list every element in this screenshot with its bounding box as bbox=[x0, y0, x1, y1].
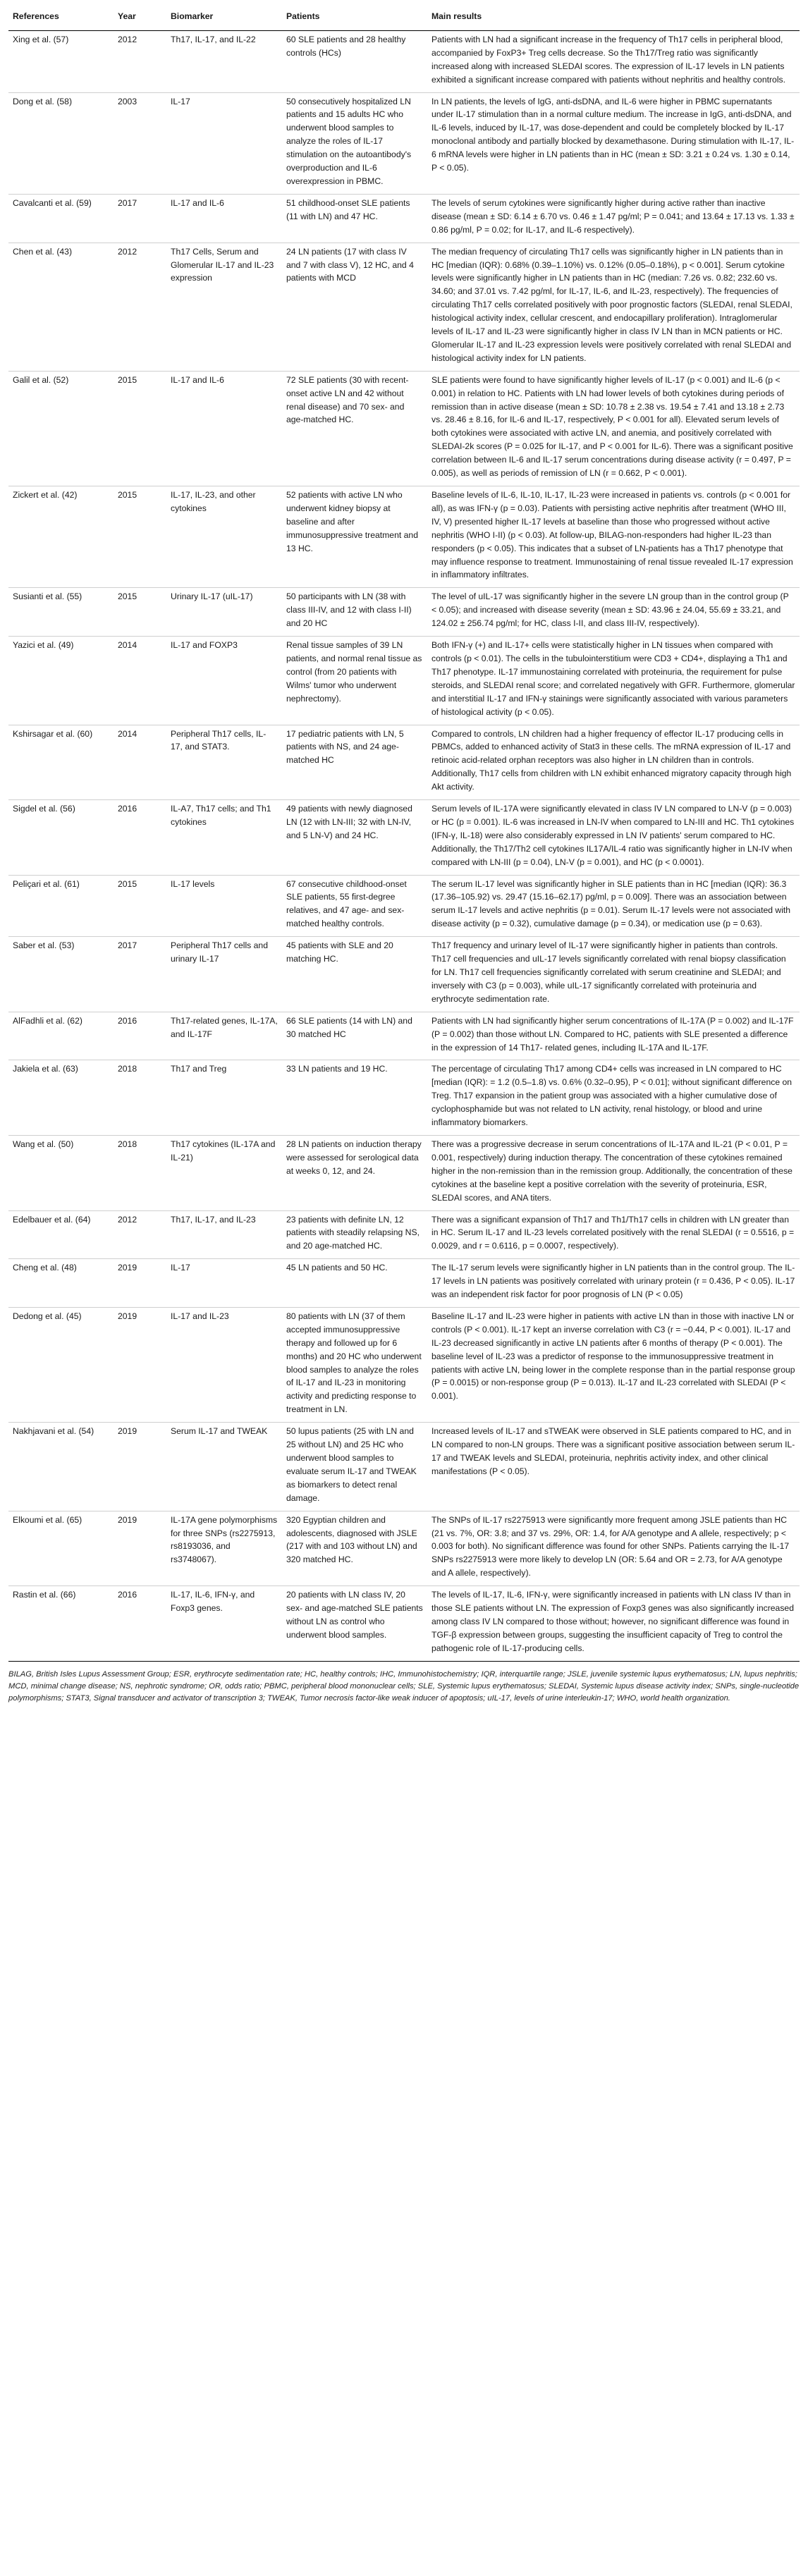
cell-year: 2003 bbox=[114, 92, 166, 194]
cell-biomarker: Urinary IL-17 (uIL-17) bbox=[166, 588, 282, 637]
results-table bbox=[8, 4, 800, 1662]
cell-reference bbox=[8, 1307, 114, 1422]
reference-citation-link[interactable]: (45) bbox=[66, 1311, 82, 1321]
cell-biomarker: IL-17 and IL-6 bbox=[166, 194, 282, 243]
cell-year: 2015 bbox=[114, 588, 166, 637]
cell-year: 2019 bbox=[114, 1511, 166, 1586]
cell-year: 2016 bbox=[114, 1012, 166, 1060]
cell-reference bbox=[8, 486, 114, 588]
cell-patients: 24 LN patients (17 with class IV and 7 with class V), 12 HC, and 4 patients with MCD bbox=[282, 243, 427, 371]
reference-author: Kshirsagar et al. bbox=[13, 728, 75, 739]
reference-citation-link[interactable]: (65) bbox=[66, 1514, 82, 1525]
cell-main-results: In LN patients, the levels of IgG, anti-dsDNA, and IL-6 were higher in PBMC supernatants under IL-17 stimulation than in a normal culture medium. The increase in IgG, anti-dsDNA, and IL-6 levels, induced by IL-17, was dose-dependent and could be completely blocked by IL-17 monoclonal antibody and partially blocked by dexamethasone. During stimulation with IL-17, IL-6 mRNA levels were higher in LN patients than in HC (mean ± SD: 3.21 ± 0.24 vs. 1.30 ± 0.14, P < 0.05). bbox=[427, 92, 800, 194]
header-references: References bbox=[8, 4, 114, 30]
cell-biomarker: IL-A7, Th17 cells; and Th1 cytokines bbox=[166, 800, 282, 876]
cell-reference bbox=[8, 1135, 114, 1210]
table-row bbox=[8, 1012, 800, 1060]
cell-reference bbox=[8, 1210, 114, 1259]
reference-author: Dedong et al. bbox=[13, 1311, 64, 1321]
cell-main-results: The level of uIL-17 was significantly higher in the severe LN group than in the control group (P < 0.05); and increased with disease severity (mean ± SD: 43.96 ± 24.04, 55.69 ± 33.21, and 124.02 ± 256.74 pg/ml; for HC, class I-II, and class III-IV, respectively). bbox=[427, 588, 800, 637]
cell-biomarker: IL-17, IL-6, IFN-γ, and Foxp3 genes. bbox=[166, 1586, 282, 1662]
reference-citation-link[interactable]: (48) bbox=[61, 1263, 77, 1273]
reference-author: Dong et al. bbox=[13, 96, 54, 106]
reference-citation-link[interactable]: (50) bbox=[58, 1139, 74, 1149]
cell-reference bbox=[8, 371, 114, 486]
reference-author: Wang et al. bbox=[13, 1139, 56, 1149]
cell-main-results: The IL-17 serum levels were significantly higher in LN patients than in the control group. The IL-17 levels in LN patients was positively correlated with urinary protein (r = 0.436, P < 0.05). IL-17 was an independent risk factor for poor prognosis of LN (P < 0.05) bbox=[427, 1259, 800, 1308]
cell-reference bbox=[8, 637, 114, 725]
cell-reference bbox=[8, 800, 114, 876]
cell-main-results: The levels of IL-17, IL-6, IFN-γ, were significantly increased in patients with LN class IV than in those SLE patients without LN. The expression of Foxp3 genes was also significantly increased among class IV LN compared to those without; however, no significant difference was found in TGF-β expression between groups, suggesting the insufficient capacity of Treg to control the pathogenic role of IL-17-producing cells. bbox=[427, 1586, 800, 1662]
cell-main-results: SLE patients were found to have significantly higher levels of IL-17 (p < 0.001) and IL-6 (p < 0.001) in relation to HC. Patients with LN had lower levels of both cytokines during periods of remission than in active disease (mean ± SD: 10.78 ± 2.38 vs. 19.54 ± 7.41 and 13.18 ± 2.73 vs. 28.46 ± 8.16, for IL-6 and IL-17, respectively, P < 0.001 for all). Elevated serum levels of both cytokines were associated with active LN, and anemia, and positively correlated with SLEDAI-2k scores (P = 0.025 for IL-17, and P < 0.001 for IL-6). There was a significant positive correlation between IL-6 and IL-17 serum concentrations during disease activity (r = 0.497, P = 0.005), as well as periods of remission of LN (r = 0.662, P < 0.001). bbox=[427, 371, 800, 486]
cell-patients: 320 Egyptian children and adolescents, diagnosed with JSLE (217 with and 103 without LN) and 320 matched HC. bbox=[282, 1511, 427, 1586]
cell-main-results: Serum levels of IL-17A were significantly elevated in class IV LN compared to LN-V (p = 0.003) or HC (p = 0.001). IL-6 was increased in LN-IV when compared to LN-III and HC. Th1 cytokines (IFN-γ, IL-18) were also considerably expressed in LN IV patients' serum compared to HC. Additionally, the Th17/Th2 cell cytokines IL17A/IL-4 ratio was significantly higher in LN-IV when compared with LN-III (p = 0.04), LN-V (p = 0.001), and HC (p < 0.0001). bbox=[427, 800, 800, 876]
cell-biomarker: Th17 and Treg bbox=[166, 1060, 282, 1136]
reference-citation-link[interactable]: (63) bbox=[63, 1064, 78, 1074]
table-row bbox=[8, 30, 800, 92]
cell-main-results: Th17 frequency and urinary level of IL-17 were significantly higher in patients than controls. Th17 cell frequencies and uIL-17 levels significantly correlated with renal biopsy classification for LN. Th17 cell frequencies significantly correlated with serum creatinine and SLEDAI; and inversely with C3 (p = 0.003), while uIL-17 significantly correlated with proteinuria and erythrocyte sedimentation rate. bbox=[427, 937, 800, 1012]
table-row bbox=[8, 1511, 800, 1586]
reference-citation-link[interactable]: (43) bbox=[56, 246, 73, 257]
cell-year: 2015 bbox=[114, 371, 166, 486]
cell-biomarker: IL-17 and IL-23 bbox=[166, 1307, 282, 1422]
cell-patients: 45 patients with SLE and 20 matching HC. bbox=[282, 937, 427, 1012]
reference-citation-link[interactable]: (61) bbox=[64, 878, 80, 889]
reference-author: Nakhjavani et al. bbox=[13, 1426, 77, 1437]
reference-author: Edelbauer et al. bbox=[13, 1214, 73, 1225]
cell-year: 2017 bbox=[114, 937, 166, 1012]
cell-main-results: The percentage of circulating Th17 among CD4+ cells was increased in LN compared to HC [median (IQR): = 1.2 (0.5–1.8) vs. 0.6% (0.32–0.95), P < 0.01]; without significant difference on Treg. Th17 expansion in the patient group was associated with a higher cumulative dose of cyclophosphamide but was not related to LN activity, renal histology, or blood and urine inflammatory biomarkers. bbox=[427, 1060, 800, 1136]
cell-biomarker: IL-17 levels bbox=[166, 875, 282, 937]
table-row bbox=[8, 194, 800, 243]
cell-biomarker: IL-17, IL-23, and other cytokines bbox=[166, 486, 282, 588]
cell-biomarker: Peripheral Th17 cells and urinary IL-17 bbox=[166, 937, 282, 1012]
cell-year: 2015 bbox=[114, 875, 166, 937]
table-row bbox=[8, 92, 800, 194]
reference-citation-link[interactable]: (56) bbox=[60, 804, 75, 814]
cell-patients: 51 childhood-onset SLE patients (11 with LN) and 47 HC. bbox=[282, 194, 427, 243]
cell-main-results: Baseline IL-17 and IL-23 were higher in patients with active LN than in those with inactive LN or controls (P < 0.001). IL-17 kept an inverse correlation with C3 (r = −0.44, P < 0.001). IL-17 and IL-23 decreased significantly in active LN patients after 6 months of therapy (P < 0.001). The baseline level of IL-23 was a predictor of response to the immunosuppressive treatment in patients with active LN, being lower in the complete response than in the partial response group (P = 0.0015) or non-response group (P = 0.013). IL-17 and IL-23 correlated with SLEDAI (P < 0.001). bbox=[427, 1307, 800, 1422]
cell-biomarker: IL-17 and IL-6 bbox=[166, 371, 282, 486]
cell-patients: 80 patients with LN (37 of them accepted immunosuppressive therapy and followed up for 6 months) and 20 HC who underwent blood samples to analyze the roles of IL-17 and IL-23 in monitoring activity and predicting response to treatment in LN. bbox=[282, 1307, 427, 1422]
cell-patients: 28 LN patients on induction therapy were assessed for serological data at weeks 0, 12, and 24. bbox=[282, 1135, 427, 1210]
header-biomarker: Biomarker bbox=[166, 4, 282, 30]
cell-year: 2015 bbox=[114, 486, 166, 588]
cell-patients: 50 participants with LN (38 with class III-IV, and 12 with class I-II) and 20 HC bbox=[282, 588, 427, 637]
reference-author: Sigdel et al. bbox=[13, 804, 58, 814]
reference-author: Elkoumi et al. bbox=[13, 1514, 65, 1525]
reference-author: AlFadhli et al. bbox=[13, 1015, 65, 1026]
cell-reference bbox=[8, 1586, 114, 1662]
cell-main-results: The SNPs of IL-17 rs2275913 were significantly more frequent among JSLE patients than HC (21 vs. 7%, OR: 3.8; and 37 vs. 29%, OR: 1.4, for A/A genotype and A allele, respectively; p < 0.003 for both). No significant difference was found for other SNPs. Patients carrying the IL-17 SNPs rs2275913 were more likely to develop LN (OR: 5.64 and OR = 2.73, for A/A genotype and A allele, respectively). bbox=[427, 1511, 800, 1586]
table-row bbox=[8, 1135, 800, 1210]
cell-reference bbox=[8, 588, 114, 637]
reference-author: Yazici et al. bbox=[13, 640, 56, 651]
cell-biomarker: Serum IL-17 and TWEAK bbox=[166, 1423, 282, 1511]
cell-reference bbox=[8, 1060, 114, 1136]
reference-author: Susianti et al. bbox=[13, 591, 65, 602]
cell-year: 2016 bbox=[114, 800, 166, 876]
cell-year: 2014 bbox=[114, 637, 166, 725]
reference-author: Xing et al. bbox=[13, 34, 51, 44]
reference-citation-link[interactable]: (64) bbox=[75, 1214, 91, 1225]
cell-reference bbox=[8, 1012, 114, 1060]
reference-author: Cavalcanti et al. bbox=[13, 197, 74, 208]
reference-author: Chen et al. bbox=[13, 246, 54, 257]
table-row bbox=[8, 588, 800, 637]
cell-main-results: There was a significant expansion of Th17 and Th1/Th17 cells in children with LN greater than in HC. Serum IL-17 and IL-23 levels correlated positively with the renal SLEDAI (r = 0.5516, p = 0.0029, and r = 0.6116, p = 0.0007, respectively). bbox=[427, 1210, 800, 1259]
reference-citation-link[interactable]: (53) bbox=[59, 940, 75, 951]
cell-patients: 17 pediatric patients with LN, 5 patients with NS, and 24 age-matched HC bbox=[282, 725, 427, 800]
cell-biomarker: IL-17 bbox=[166, 1259, 282, 1308]
table-row bbox=[8, 1210, 800, 1259]
cell-biomarker: IL-17A gene polymorphisms for three SNPs (rs2275913, rs8193036, and rs3748067). bbox=[166, 1511, 282, 1586]
cell-year: 2018 bbox=[114, 1135, 166, 1210]
cell-reference bbox=[8, 1259, 114, 1308]
cell-year: 2019 bbox=[114, 1423, 166, 1511]
cell-biomarker: Th17 Cells, Serum and Glomerular IL-17 and IL-23 expression bbox=[166, 243, 282, 371]
cell-year: 2012 bbox=[114, 30, 166, 92]
reference-author: Cheng et al. bbox=[13, 1263, 59, 1273]
cell-year: 2017 bbox=[114, 194, 166, 243]
cell-biomarker: Th17-related genes, IL-17A, and IL-17F bbox=[166, 1012, 282, 1060]
cell-patients: 67 consecutive childhood-onset SLE patients, 55 first-degree relatives, and 47 age- and sex-matched healthy controls. bbox=[282, 875, 427, 937]
cell-patients: 45 LN patients and 50 HC. bbox=[282, 1259, 427, 1308]
table-row bbox=[8, 1060, 800, 1136]
reference-citation-link[interactable]: (60) bbox=[77, 728, 93, 739]
reference-author: Jakiela et al. bbox=[13, 1064, 61, 1074]
header-year: Year bbox=[114, 4, 166, 30]
cell-patients: 33 LN patients and 19 HC. bbox=[282, 1060, 427, 1136]
cell-main-results: Both IFN-γ (+) and IL-17+ cells were statistically higher in LN tissues when compared with controls (p < 0.01). The cells in the tubulointerstitium were CD3 + CD4+, displaying a Th1 and Th17 phenotype. IL-17 immunostaining correlated with proteinuria, the requirement for pulse steroids, and SLEDAI renal score; and correlated negatively with GFR. Furthermore, glomerular and interstitial IL-17 and IFN-γ stainings were significantly associated with various parameters of histological activity (p < 0.05). bbox=[427, 637, 800, 725]
table-header bbox=[8, 4, 800, 30]
cell-reference bbox=[8, 92, 114, 194]
cell-year: 2019 bbox=[114, 1307, 166, 1422]
cell-main-results: Compared to controls, LN children had a higher frequency of effector IL-17 producing cells in PBMCs, added to enhanced activity of Stat3 in these cells. The mRNA expression of IL-17 and retinoic acid-related orphan receptors was also higher in LN children than in controls. Additionally, Th17 cells from children with LN exhibit enhanced migratory capacity through high Akt activity. bbox=[427, 725, 800, 800]
reference-author: Peliçari et al. bbox=[13, 878, 62, 889]
cell-main-results: The levels of serum cytokines were significantly higher during active rather than inactive disease (mean ± SD: 6.14 ± 6.70 vs. 0.46 ± 1.47 pg/ml; P = 0.041; and 13.64 ± 17.13 vs. 1.33 ± 0.86 pg/ml, P = 0.02; for IL-17, and IL-6 respectively). bbox=[427, 194, 800, 243]
reference-citation-link[interactable]: (62) bbox=[67, 1015, 82, 1026]
cell-reference bbox=[8, 937, 114, 1012]
cell-reference bbox=[8, 243, 114, 371]
cell-reference bbox=[8, 30, 114, 92]
cell-year: 2019 bbox=[114, 1259, 166, 1308]
cell-patients: 50 lupus patients (25 with LN and 25 without LN) and 25 HC who underwent blood samples to evaluate serum IL-17 and TWEAK as biomarkers to detect renal damage. bbox=[282, 1423, 427, 1511]
cell-main-results: The median frequency of circulating Th17 cells was significantly higher in LN patients than in HC [median (IQR): 0.68% (0.39–1.10%) vs. 0.12% (0.05–0.18%), p < 0.001]. Serum cytokine levels were significantly higher in LN patients than in HC (median: 7.26 vs. 0.82; 232.60 vs. 34.60; and 37.01 vs. 7.42 pg/ml, for IL-17, IL-6, and IL-23, respectively). The frequencies of circulating Th17 cells correlated positively with poor prognostic factors (SLEDAI, renal SLEDAI, histological activity index, cellular crescent, and endocapillary proliferation). Intraglomerular levels of IL-17 and IL-23 were significantly higher in class IV LN than in MCN patients or HC. Glomerular IL-17 and IL-23 expression levels were positively correlated with renal SLEDAI and histological activity index for LN patients. bbox=[427, 243, 800, 371]
header-row bbox=[8, 4, 800, 30]
cell-biomarker: Th17, IL-17, and IL-22 bbox=[166, 30, 282, 92]
reference-citation-link[interactable]: (49) bbox=[58, 640, 74, 651]
cell-main-results: There was a progressive decrease in serum concentrations of IL-17A and IL-21 (P < 0.01, P = 0.001, respectively) during induction therapy. The concentration of these cytokines remained higher in the non-remission than in the remission group. Additionally, the concentration of these cytokines at the baseline kept a positive correlation with the severity of proteinuria, ESR, SLEDAI scores, and ANA titers. bbox=[427, 1135, 800, 1210]
cell-reference bbox=[8, 194, 114, 243]
header-main-results: Main results bbox=[427, 4, 800, 30]
cell-year: 2014 bbox=[114, 725, 166, 800]
cell-patients: Renal tissue samples of 39 LN patients, and normal renal tissue as control (from 20 patients with Wilms' tumor who underwent nephrectomy). bbox=[282, 637, 427, 725]
table-row bbox=[8, 800, 800, 876]
cell-patients: 49 patients with newly diagnosed LN (12 with LN-III; 32 with LN-IV, and 5 LN-V) and 24 HC. bbox=[282, 800, 427, 876]
cell-biomarker: Th17, IL-17, and IL-23 bbox=[166, 1210, 282, 1259]
table-footnote: BILAG, British Isles Lupus Assessment Group; ESR, erythrocyte sedimentation rate; HC, healthy controls; IHC, Immunohistochemistry; IQR, interquartile range; JSLE, juvenile systemic lupus erythematosus; LN, lupus nephritis; MCD, minimal change disease; NS, nephrotic syndrome; OR, odds ratio; PBMC, peripheral blood mononuclear cells; SLE, Systemic lupus erythematosus; SLEDAI, Systemic lupus disease activity index; SNPs, single-nucleotide polymorphisms; STAT3, Signal transducer and activator of transcription 3; TWEAK, Tumor necrosis factor-like weak inducer of apoptosis; uIL-17, levels of urine interleukin-17; WHO, world health organization. bbox=[8, 1669, 800, 1703]
cell-patients: 52 patients with active LN who underwent kidney biopsy at baseline and after immunosuppressive treatment and 13 HC. bbox=[282, 486, 427, 588]
cell-main-results: Baseline levels of IL-6, IL-10, IL-17, IL-23 were increased in patients vs. controls (p < 0.001 for all), as was IFN-γ (p = 0.03). Patients with persisting active nephritis after treatment (WHO III, IV, V) presented higher IL-17 levels at baseline than those who progressed without active nephritis (WHO I-II) (p < 0.03). At follow-up, BILAG-non-responders had higher IL-23 than responders (p < 0.05). This indicates that a subset of LN-patients has a Th17 phenotype that may influence response to treatment. Immunostaining of renal tissue revealed IL-17 expression in inflammatory infiltrates. bbox=[427, 486, 800, 588]
cell-patients: 20 patients with LN class IV, 20 sex- and age-matched SLE patients without LN as control who underwent blood samples. bbox=[282, 1586, 427, 1662]
table-row bbox=[8, 1423, 800, 1511]
table-row bbox=[8, 875, 800, 937]
reference-author: Galil et al. bbox=[13, 374, 51, 385]
cell-reference bbox=[8, 875, 114, 937]
reference-citation-link[interactable]: (59) bbox=[76, 197, 92, 208]
cell-patients: 66 SLE patients (14 with LN) and 30 matched HC bbox=[282, 1012, 427, 1060]
table-row bbox=[8, 1586, 800, 1662]
cell-biomarker: IL-17 and FOXP3 bbox=[166, 637, 282, 725]
header-patients: Patients bbox=[282, 4, 427, 30]
cell-year: 2012 bbox=[114, 1210, 166, 1259]
table-row bbox=[8, 637, 800, 725]
cell-biomarker: IL-17 bbox=[166, 92, 282, 194]
cell-main-results: Patients with LN had significantly higher serum concentrations of IL-17A (P = 0.002) and IL-17F (P = 0.002) than those without LN. Compared to HC, patients with SLE presented a difference in the expression of 14 Th17- related genes, including IL-17A and IL-17F. bbox=[427, 1012, 800, 1060]
cell-year: 2016 bbox=[114, 1586, 166, 1662]
table-row bbox=[8, 371, 800, 486]
cell-main-results: The serum IL-17 level was significantly higher in SLE patients than in HC [median (IQR): 36.3 (17.36–105.92) vs. 29.47 (15.16–62.17) pg/ml, p = 0.009]. There was an association between serum IL-17 levels and active nephritis (p = 0.01). Serum IL-17 levels were not associated with disease activity (p = 0.32), cumulative damage (p = 0.34), or medication use (p = 0.63). bbox=[427, 875, 800, 937]
cell-biomarker: Peripheral Th17 cells, IL-17, and STAT3. bbox=[166, 725, 282, 800]
cell-main-results: Patients with LN had a significant increase in the frequency of Th17 cells in peripheral blood, accompanied by FoxP3+ Treg cells decrease. So the Th17/Treg ratio was significantly increased along with increased SLEDAI scores. The expression of IL-17 levels in LN patients exhibited a significant increase compared with patients without nephritis and healthy controls. bbox=[427, 30, 800, 92]
cell-patients: 72 SLE patients (30 with recent-onset active LN and 42 without renal disease) and 70 sex- and age-matched HC. bbox=[282, 371, 427, 486]
cell-main-results: Increased levels of IL-17 and sTWEAK were observed in SLE patients compared to HC, and in LN compared to non-LN groups. There was a significant positive association between serum IL-17 and TWEAK levels and SLEDAI, proteinuria, nephritis activity index, and other clinical manifestations (P < 0.05). bbox=[427, 1423, 800, 1511]
cell-reference bbox=[8, 1423, 114, 1511]
cell-year: 2018 bbox=[114, 1060, 166, 1136]
reference-author: Zickert et al. bbox=[13, 490, 60, 500]
reference-citation-link[interactable]: (54) bbox=[78, 1426, 94, 1437]
table-row bbox=[8, 243, 800, 371]
reference-citation-link[interactable]: (57) bbox=[53, 34, 69, 44]
reference-citation-link[interactable]: (58) bbox=[56, 96, 73, 106]
reference-author: Rastin et al. bbox=[13, 1590, 59, 1600]
cell-year: 2012 bbox=[114, 243, 166, 371]
cell-biomarker: Th17 cytokines (IL-17A and IL-21) bbox=[166, 1135, 282, 1210]
reference-citation-link[interactable]: (66) bbox=[60, 1590, 76, 1600]
reference-citation-link[interactable]: (55) bbox=[66, 591, 82, 602]
table-row bbox=[8, 1259, 800, 1308]
cell-patients: 23 patients with definite LN, 12 patients with steadily relapsing NS, and 20 age-matched HC. bbox=[282, 1210, 427, 1259]
cell-reference bbox=[8, 725, 114, 800]
table-row bbox=[8, 486, 800, 588]
table-body bbox=[8, 30, 800, 1661]
reference-citation-link[interactable]: (42) bbox=[61, 490, 78, 500]
cell-reference bbox=[8, 1511, 114, 1586]
table-row bbox=[8, 725, 800, 800]
reference-citation-link[interactable]: (52) bbox=[53, 374, 69, 385]
table-row bbox=[8, 1307, 800, 1422]
cell-patients: 50 consecutively hospitalized LN patients and 15 adults HC who underwent blood samples to analyze the roles of IL-17 stimulation on the autoantibody's overproduction and IL-6 overexpression in PBMC. bbox=[282, 92, 427, 194]
table-row bbox=[8, 937, 800, 1012]
reference-author: Saber et al. bbox=[13, 940, 57, 951]
cell-patients: 60 SLE patients and 28 healthy controls (HCs) bbox=[282, 30, 427, 92]
